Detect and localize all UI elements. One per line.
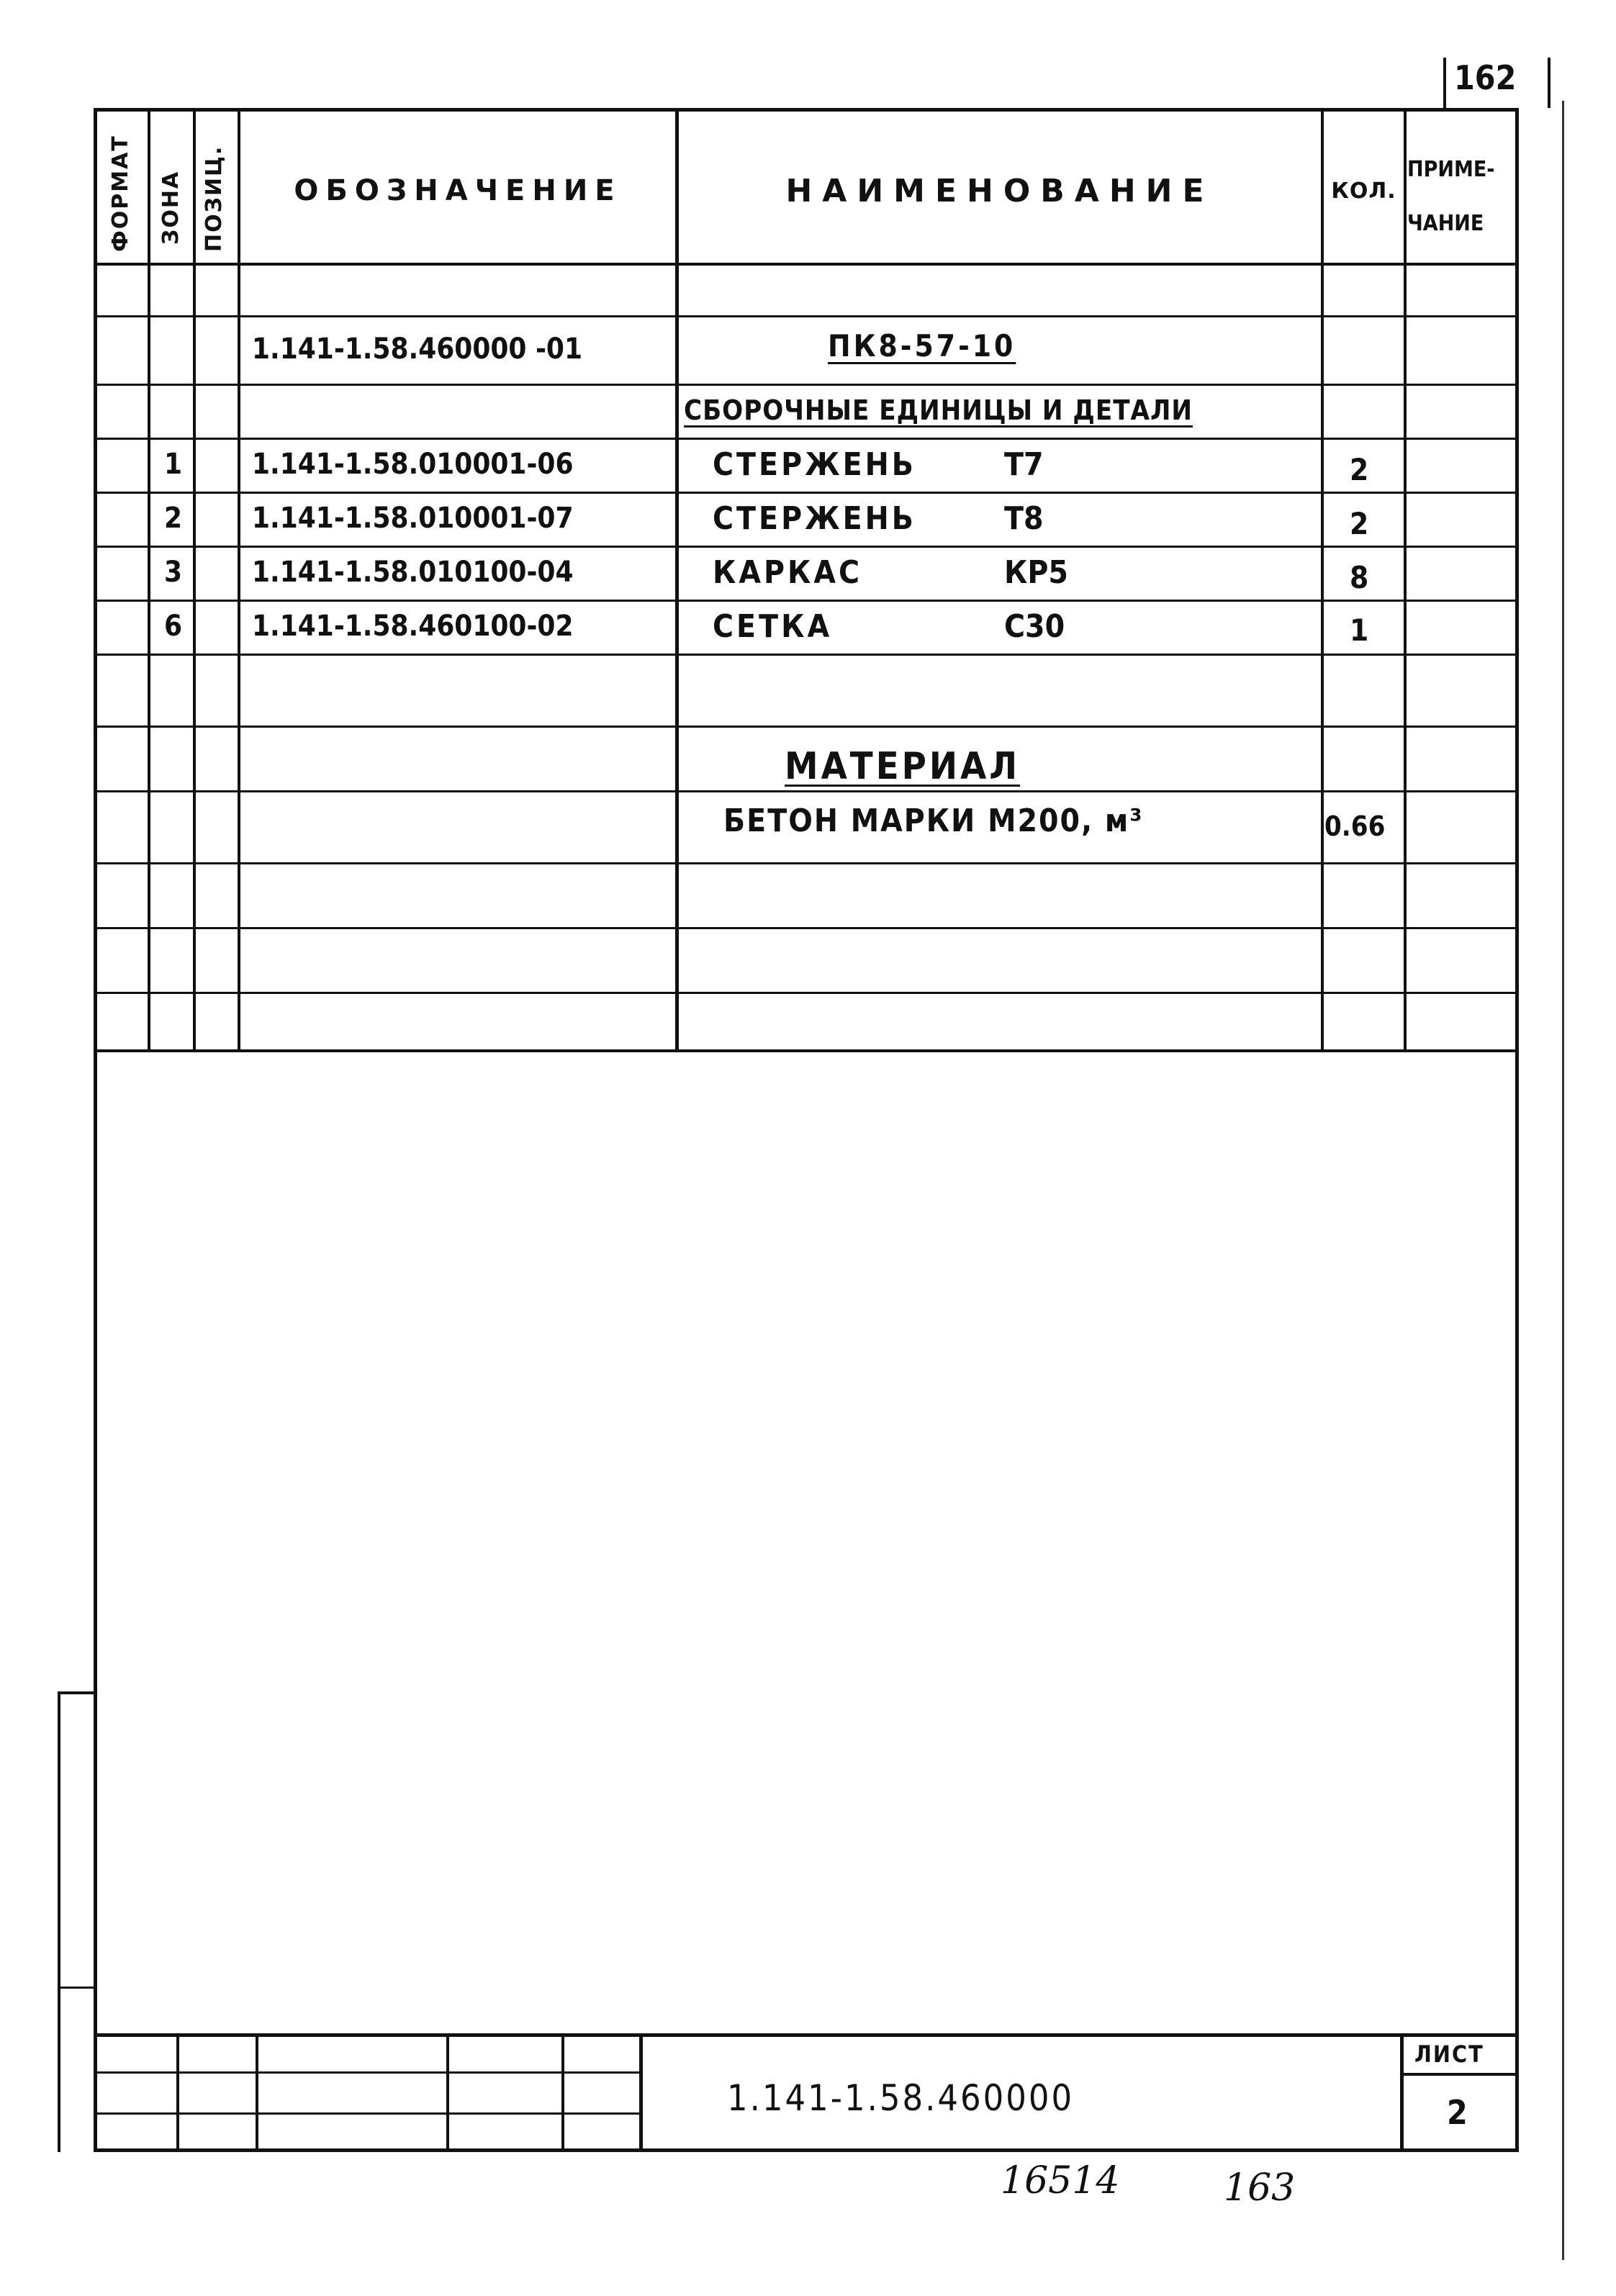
table-row-qty: 1 (1350, 612, 1369, 648)
table-row-name: СЕТКА (713, 607, 833, 645)
header-qty: КОЛ. (1331, 178, 1396, 204)
table-row-name: ПК8-57-10 (828, 327, 1016, 363)
table-row-designation: 1.141-1.58.460000 -01 (252, 333, 583, 366)
header-note-2: ЧАНИЕ (1407, 210, 1484, 236)
table-row-pos: 2 (164, 502, 183, 535)
header-format: ФОРМАТ (108, 135, 133, 252)
header-zone: ЗОНА (158, 170, 184, 245)
frame-left (94, 108, 97, 2152)
table-row-name: КАРКАС (713, 553, 863, 591)
section-heading-material: МАТЕРИАЛ (785, 745, 1021, 788)
handwritten-number-right: 163 (1224, 2166, 1296, 2210)
document-code: 1.141-1.58.460000 (727, 2077, 1075, 2119)
page-number: 162 (1454, 58, 1517, 97)
frame-bottom (94, 2148, 1519, 2152)
table-row-name: БЕТОН МАРКИ М200, м³ (723, 802, 1144, 839)
table-row-designation: 1.141-1.58.010001-07 (252, 502, 574, 535)
table-row-pos: 6 (164, 610, 183, 643)
header-name: НАИМЕНОВАНИЕ (785, 172, 1214, 209)
table-row-mark: Т7 (1004, 446, 1044, 483)
header-designation: ОБОЗНАЧЕНИЕ (294, 174, 622, 207)
handwritten-number-left: 16514 (1001, 2159, 1120, 2202)
table-row-pos: 1 (164, 448, 183, 481)
table-row-mark: С30 (1004, 607, 1065, 645)
table-row-designation: 1.141-1.58.460100-02 (252, 610, 574, 643)
table-row-designation: 1.141-1.58.010001-06 (252, 448, 574, 481)
table-row-name: СТЕРЖЕНЬ (713, 446, 916, 483)
sheet-number: 2 (1447, 2093, 1468, 2132)
table-row-name: СТЕРЖЕНЬ (713, 500, 916, 537)
table-row-designation: 1.141-1.58.010100-04 (252, 556, 574, 589)
section-heading-assemblies: СБОРОЧНЫЕ ЕДИНИЦЫ И ДЕТАЛИ (684, 394, 1193, 426)
header-position: ПОЗИЦ. (202, 145, 227, 252)
header-note-1: ПРИМЕ- (1407, 156, 1495, 182)
table-row-qty: 2 (1350, 451, 1369, 487)
table-row-pos: 3 (164, 556, 183, 589)
table-row-qty: 8 (1350, 559, 1369, 595)
table-row-mark: Т8 (1004, 500, 1044, 537)
table-row-mark: КР5 (1004, 553, 1068, 591)
table-row-qty: 2 (1350, 505, 1369, 541)
frame-right (1515, 108, 1519, 2152)
sheet-label: ЛИСТ (1414, 2040, 1484, 2068)
frame-top (94, 108, 1519, 112)
table-row-qty: 0.66 (1324, 810, 1386, 842)
